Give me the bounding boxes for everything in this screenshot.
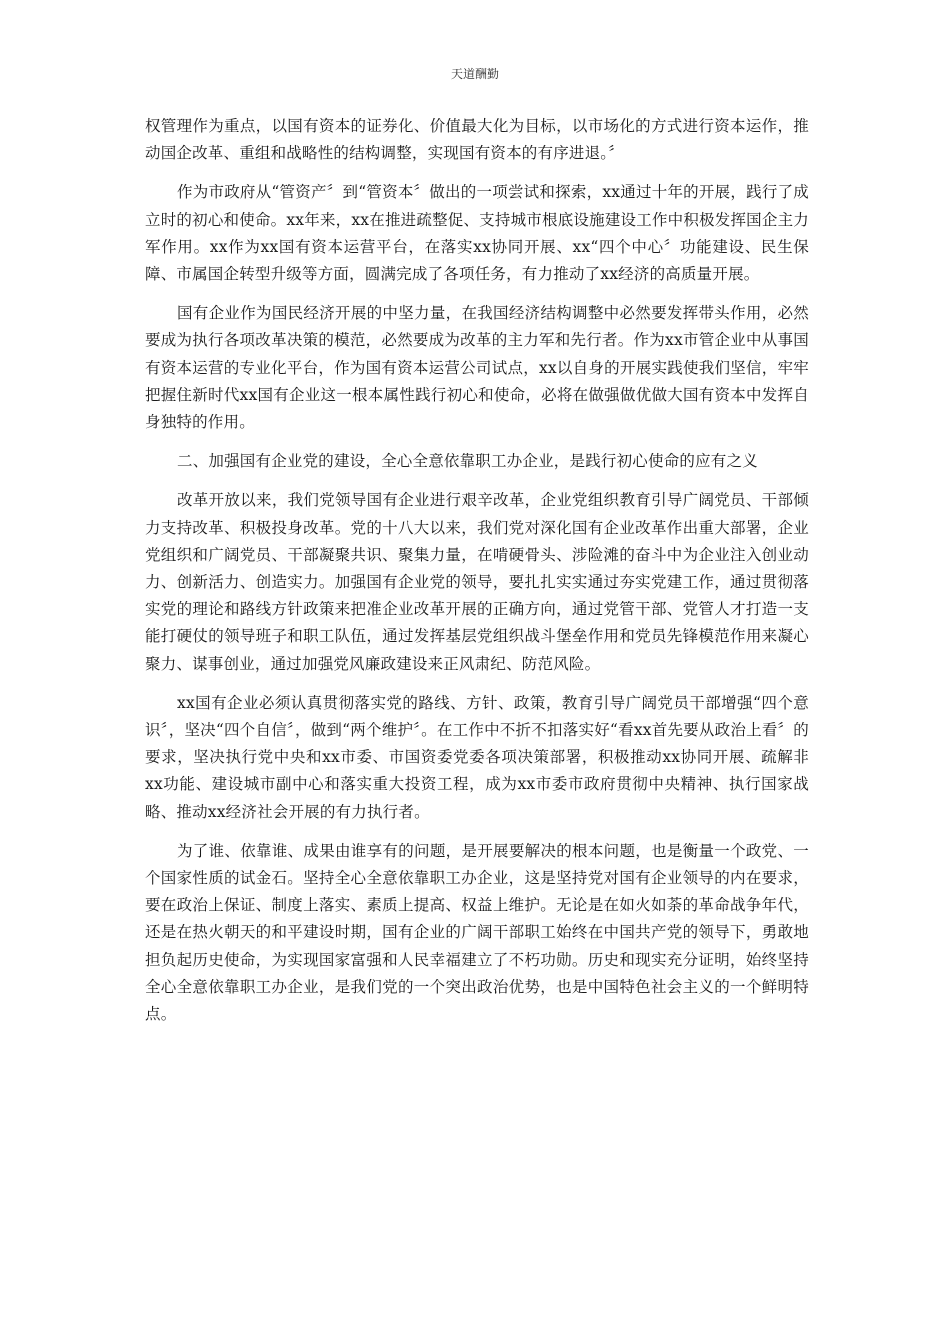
document-body [145, 113, 809, 1028]
section-heading: 二、加强国有企业党的建设，全心全意依靠职工办企业，是践行初心使命的应有之义 [177, 452, 758, 471]
page-header: 天道酬勤 [450, 67, 499, 81]
paragraph: 改革开放以来，我们党领导国有企业进行艰辛改革，企业党组织教育引导广阔党员、干部倾力支持改革、积极投身改革。党的十八大以来，我们党对深化国有企业改革作出重大部署，企业党组织和广阔党员、干部凝聚共识、聚集力量，在啃硬骨头、涉险滩的奋斗中为企业注入创业动力、创新活力、创造实力。加强国有企业党的领导，要扎扎实实通过夯实党建工作，通过贯彻落实党的理论和路线方针政策来把准企业改革开展的正确方向，通过党管干部、党管人才打造一支能打硬仗的领导班子和职工队伍，通过发挥基层党组织战斗堡垒作用和党员先锋模范作用来凝心聚力、谋事创业，通过加强党风廉政建设来正风肃纪、防范风险。 [145, 491, 809, 673]
paragraph: 为了谁、依靠谁、成果由谁享有的问题，是开展要解决的根本问题，也是衡量一个政党、一个国家性质的试金石。坚持全心全意依靠职工办企业，这是坚持党对国有企业领导的内在要求，要在政治上保证、制度上落实、素质上提高、权益上维护。无论是在如火如荼的革命战争年代，还是在热火朝天的和平建设时期，国有企业的广阔干部职工始终在中国共产党的领导下，勇敢地担负起历史使命，为实现国家富强和人民幸福建立了不朽功勋。历史和现实充分证明，始终坚持全心全意依靠职工办企业，是我们党的一个突出政治优势，也是中国特色社会主义的一个鲜明特点。 [145, 841, 809, 1024]
paragraph: 作为市政府从“管资产〞到“管资本〞做出的一项尝试和探索，xx通过十年的开展，践行了成立时的初心和使命。xx年来，xx在推进疏整促、支持城市根底设施建设工作中积极发挥国企主力军作用。xx作为xx国有资本运营平台，在落实xx协同开展、xx“四个中心〞功能建设、民生保障、市属国企转型升级等方面，圆满完成了各项任务，有力推动了xx经济的高质量开展。 [145, 183, 809, 284]
paragraph-continuation: 权管理作为重点，以国有资本的证券化、价值最大化为目标，以市场化的方式进行资本运作，推动国企改革、重组和战略性的结构调整，实现国有资本的有序进退。〞 [145, 117, 809, 163]
paragraph: 国有企业作为国民经济开展的中坚力量，在我国经济结构调整中必然要发挥带头作用，必然要成为执行各项改革决策的模范，必然要成为改革的主力军和先行者。作为xx市管企业中从事国有资本运营的专业化平台，作为国有资本运营公司试点，xx以自身的开展实践使我们坚信，牢牢把握住新时代xx国有企业这一根本属性践行初心和使命，必将在做强做优做大国有资本中发挥自身独特的作用。 [145, 304, 809, 432]
paragraph: xx国有企业必须认真贯彻落实党的路线、方针、政策，教育引导广阔党员干部增强“四个意识〞，坚决“四个自信〞，做到“两个维护〞。在工作中不折不扣落实好“看xx首先要从政治上看〞的要求，坚决执行党中央和xx市委、市国资委党委各项决策部署，积极推动xx协同开展、疏解非xx功能、建设城市副中心和落实重大投资工程，成为xx市委市政府贯彻中央精神、执行国家战略、推动xx经济社会开展的有力执行者。 [145, 693, 809, 821]
